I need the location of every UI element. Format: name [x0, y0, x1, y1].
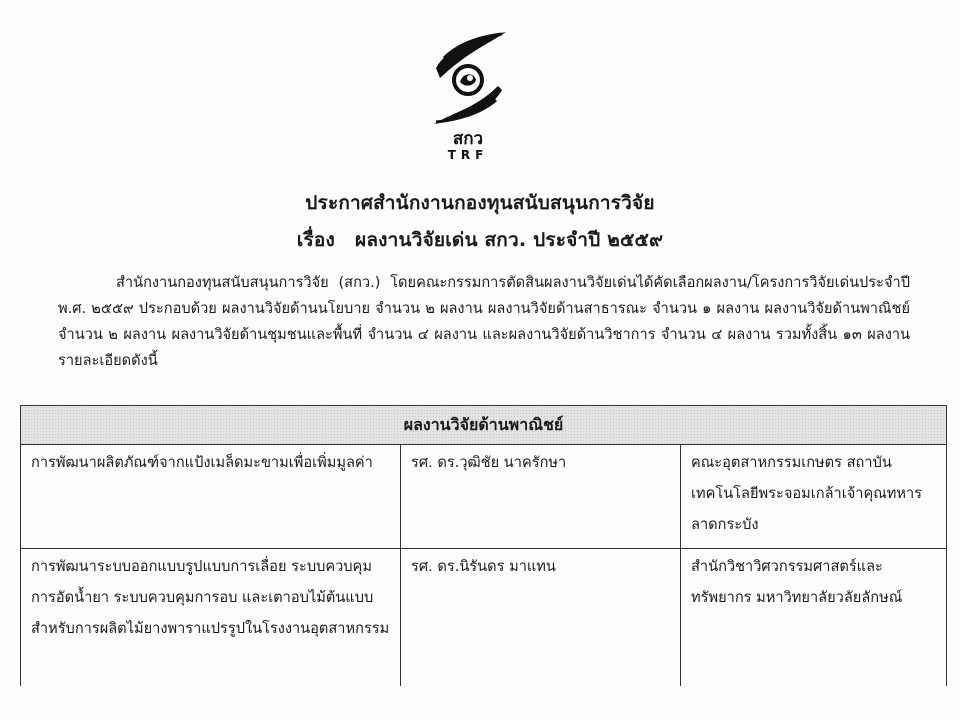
affiliation-cell: คณะอุตสาหกรรมเกษตร สถาบันเทคโนโลยีพระจอมเกล้าเจ้าคุณทหารลาดกระบัง: [691, 454, 923, 533]
table-heading: ผลงานวิจัยด้านพาณิชย์: [21, 406, 946, 445]
intro-paragraph: สำนักงานกองทุนสนับสนุนการวิจัย (สกว.) โดยคณะกรรมการตัดสินผลงานวิจัยเด่นได้คัดเลือกผลงาน/โครงการวิจัยเด่นประจำปี พ.ศ. ๒๕๕๙ ประกอบด้วย ผลงานวิจัยด้านนโยบาย จำนวน ๒ ผลงาน ผลงานวิจัยด้านสาธารณะ จำนวน ๑ ผลงาน ผลงานวิจัยด้านพาณิชย์ จำนวน ๒ ผลงาน ผลงานวิจัยด้านชุมชนและพื้นที่ จำนวน ๔ ผลงาน และผลงานวิจัยด้านวิชาการ จำนวน ๔ ผลงาน รวมทั้งสิ้น ๑๓ ผลงาน รายละเอียดดังนี้: [58, 274, 910, 369]
announcement-subject: [0, 225, 960, 255]
subject-text: ผลงานวิจัยเด่น สกว. ประจำปี ๒๕๕๙: [354, 229, 664, 251]
researcher-cell: รศ. ดร.วุฒิชัย นาครักษา: [401, 445, 681, 548]
table-row: [21, 548, 946, 686]
trf-logo: [418, 28, 518, 162]
awards-table: [20, 405, 947, 686]
project-title-cell: การพัฒนาผลิตภัณฑ์จากแป้งเมล็ดมะขามเพื่อเพิ่มมูลค่า: [21, 445, 401, 548]
logo-text-trf: TRF: [447, 148, 489, 162]
researcher-cell: รศ. ดร.นิรันดร มาแทน: [401, 549, 681, 686]
trf-logo-icon: [418, 28, 518, 162]
announcement-title: ประกาศสำนักงานกองทุนสนับสนุนการวิจัย: [305, 192, 655, 214]
affiliation-cell: สำนักวิชาวิศวกรรมศาสตร์และทรัพยากร มหาวิทยาลัยวลัยลักษณ์: [691, 558, 903, 606]
subject-label: เรื่อง: [296, 229, 335, 251]
project-title-cell: การพัฒนาระบบออกแบบรูปแบบการเลื่อย ระบบควบคุมการอัดน้ำยา ระบบควบคุมการอบ และเตาอบไม้ต้นแบบ สำหรับการผลิตไม้ยางพาราแปรรูปในโรงงานอุตสาหกรรม: [21, 549, 401, 686]
logo-text-thai: สกว: [452, 129, 484, 149]
table-row: [21, 445, 946, 548]
